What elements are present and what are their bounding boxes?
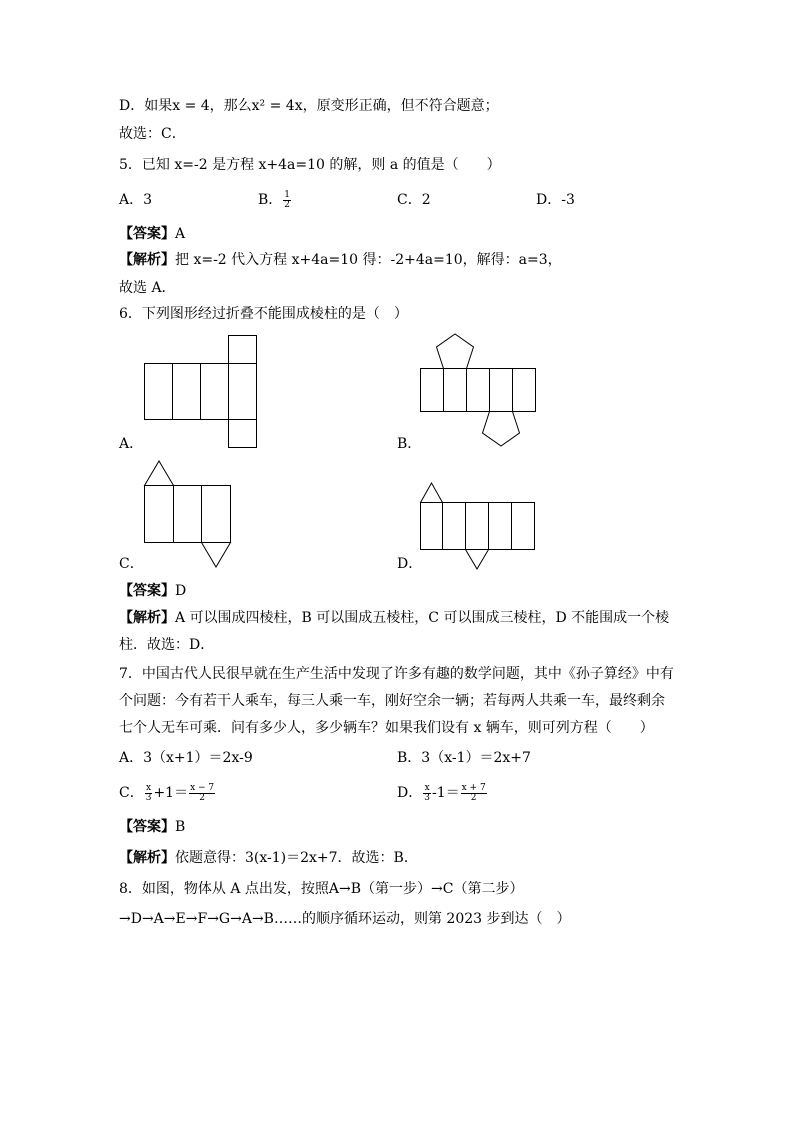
q6-label-b: B．: [397, 436, 422, 452]
analysis-tag: 【解析】: [119, 610, 175, 626]
q6-figure-c: [140, 458, 240, 573]
fraction-numerator: x + 7: [461, 782, 486, 793]
fraction-denominator: 3: [145, 792, 152, 803]
answer-value: B: [175, 819, 186, 835]
q7-option-d-fraction-1: [423, 784, 431, 803]
analysis-tag: 【解析】: [119, 850, 175, 866]
q6-label-d: D．: [397, 556, 423, 572]
q5-analysis: [119, 250, 562, 270]
q6-answer: [119, 581, 186, 601]
answer-value: D: [175, 583, 187, 599]
q7-answer: [119, 817, 185, 837]
q4-conclusion: 故选：C．: [119, 126, 186, 142]
q7-option-d: [397, 783, 488, 803]
fraction-denominator: 2: [284, 199, 291, 210]
q7-option-c-fraction-2: [189, 784, 215, 803]
net-a-bottom-face: [229, 420, 257, 448]
net-c-top-triangle: [145, 461, 174, 486]
q7-analysis: [119, 848, 418, 868]
net-d-top-triangle: [421, 483, 443, 503]
fraction-numerator: 1: [284, 189, 291, 200]
q6-stem: 6．下列图形经过折叠不能围成棱柱的是（ ）: [119, 306, 408, 322]
q6-analysis-line1: [119, 608, 669, 628]
q5-answer: [119, 224, 185, 244]
fraction-denominator: 2: [470, 792, 477, 803]
q7-option-c-prefix: C．: [119, 785, 144, 801]
q7-option-d-fraction-2: [461, 784, 487, 803]
q6-figure-a: [140, 333, 265, 451]
analysis-text: A 可以围成四棱柱，B 可以围成五棱柱，C 可以围成三棱柱，D 不能围成一个棱: [175, 610, 670, 626]
net-c-bottom-triangle: [202, 543, 231, 568]
fraction-numerator: x − 7: [190, 782, 215, 793]
q6-analysis-line2: 柱．故选：D．: [119, 637, 215, 653]
q6-label-a: A．: [119, 436, 144, 452]
answer-tag: 【答案】: [119, 226, 175, 242]
q7-option-d-prefix: D．: [397, 785, 423, 801]
q5-option-c: C．2: [397, 192, 431, 208]
q5-conclusion: 故选 A．: [119, 280, 176, 296]
q5-option-b: [258, 190, 292, 210]
q7-option-a: A．3（x+1）＝2x-9: [119, 750, 253, 766]
q5-option-b-fraction: [283, 191, 291, 210]
fraction-denominator: 3: [424, 792, 430, 803]
fraction-numerator: x: [146, 782, 152, 793]
q7-option-b: B．3（x-1）＝2x+7: [397, 750, 531, 766]
answer-tag: 【答案】: [119, 583, 175, 599]
net-b-bottom-pentagon: [483, 412, 520, 447]
q5-stem: 5．已知 x=-2 是方程 x+4a=10 的解，则 a 的值是（ ）: [119, 157, 501, 173]
q5-option-d: D．-3: [536, 192, 575, 208]
fraction-denominator: 2: [199, 792, 205, 803]
q7-stem-line2: 个问题：今有若干人乘车，每三人乘一车，刚好空余一辆；若每两人共乘一车，最终剩余: [119, 693, 665, 709]
q7-option-c-fraction-1: [145, 784, 153, 803]
net-b-top-pentagon: [437, 334, 474, 369]
answer-tag: 【答案】: [119, 819, 175, 835]
q7-stem-line1: 7．中国古代人民很早就在生产生活中发现了许多有趣的数学问题，其中《孙子算经》中有: [119, 666, 674, 682]
q5-option-a: A．3: [119, 192, 153, 208]
answer-value: A: [175, 226, 186, 242]
q7-option-d-mid: -1＝: [431, 785, 460, 801]
q7-option-c: [119, 783, 216, 803]
q4-option-d-explanation: D．如果x = 4，那么x² = 4x，原变形正确，但不符合题意；: [119, 98, 499, 114]
q7-stem-line3: 七个人无车可乘．问有多少人，多少辆车？如果我们设有 x 辆车，则可列方程（ ）: [119, 720, 654, 736]
q6-label-c: C．: [119, 556, 144, 572]
net-c-band: [145, 486, 231, 543]
net-b-band: [421, 369, 536, 412]
analysis-text: 依题意得：3(x-1)＝2x+7．故选：B．: [175, 850, 418, 866]
q8-stem-line2: →D→A→E→F→G→A→B……的顺序循环运动，则第 2023 步到达（ ）: [119, 911, 571, 927]
analysis-tag: 【解析】: [119, 252, 175, 268]
fraction-numerator: x: [424, 782, 430, 793]
net-a-top-face: [229, 336, 257, 364]
q7-option-c-mid: +1＝: [153, 785, 189, 801]
q8-stem-line1: 8．如图，物体从 A 点出发，按照A→B（第一步）→C（第二步）: [119, 881, 524, 897]
analysis-text: 把 x=-2 代入方程 x+4a=10 得：-2+4a=10，解得：a=3，: [175, 252, 562, 268]
q6-figure-d: [418, 480, 543, 575]
q5-option-b-prefix: B．: [258, 192, 283, 208]
q6-figure-b: [418, 333, 543, 451]
net-d-bottom-triangle: [466, 550, 489, 570]
net-d-band: [421, 503, 535, 550]
